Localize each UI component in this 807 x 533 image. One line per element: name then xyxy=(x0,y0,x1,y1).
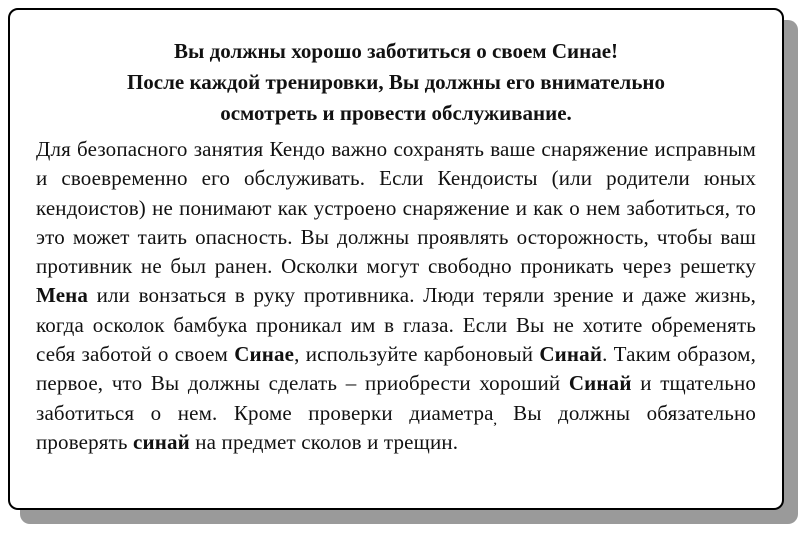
term-shinai-1: Синае xyxy=(234,342,295,367)
heading xyxy=(36,36,756,129)
term-men: Мена xyxy=(36,283,89,308)
body-text-4: . Таким образом, первое, что Вы должны сделать – приобрести хороший xyxy=(36,342,757,396)
term-shinai-4: синай xyxy=(133,429,190,454)
body-text-7: на предмет сколов и трещин. xyxy=(189,429,459,454)
body-text-6: Вы должны обязательно проверять xyxy=(36,400,756,454)
body-text-2: или вонзаться в руку противника. Люди теряли зрение и даже жизнь, когда осколок бамбука проникал им в глаза. Если Вы не хотите обременять себя заботой о своем xyxy=(36,283,756,367)
heading-line-2: После каждой тренировки, Вы должны его внимательно xyxy=(126,70,666,94)
body-text-5: и тщательно заботиться о нем. Кроме проверки диаметра xyxy=(36,371,756,425)
heading-line-3: осмотреть и провести обслуживание. xyxy=(220,101,572,125)
term-shinai-3: Синай xyxy=(568,371,632,396)
body-paragraph xyxy=(36,135,756,457)
term-shinai-2: Синай xyxy=(539,342,603,367)
text-card xyxy=(8,8,784,510)
body-text-3: , используйте карбоновый xyxy=(294,342,540,367)
subscript-comma: , xyxy=(493,412,497,427)
heading-line-1: Вы должны хорошо заботиться о своем Синае! xyxy=(173,39,619,63)
body-text-1: Для безопасного занятия Кендо важно сохранять ваше снаряжение исправным и своевременно его обслуживать. Если Кендоисты (или родители юных кендоистов) не понимают как устроено снаряжение и как о нем заботиться, то это может таить опасность. Вы должны проявлять осторожность, чтобы ваш противник не был ранен. Осколки могут свободно проникать через решетку xyxy=(36,137,756,279)
